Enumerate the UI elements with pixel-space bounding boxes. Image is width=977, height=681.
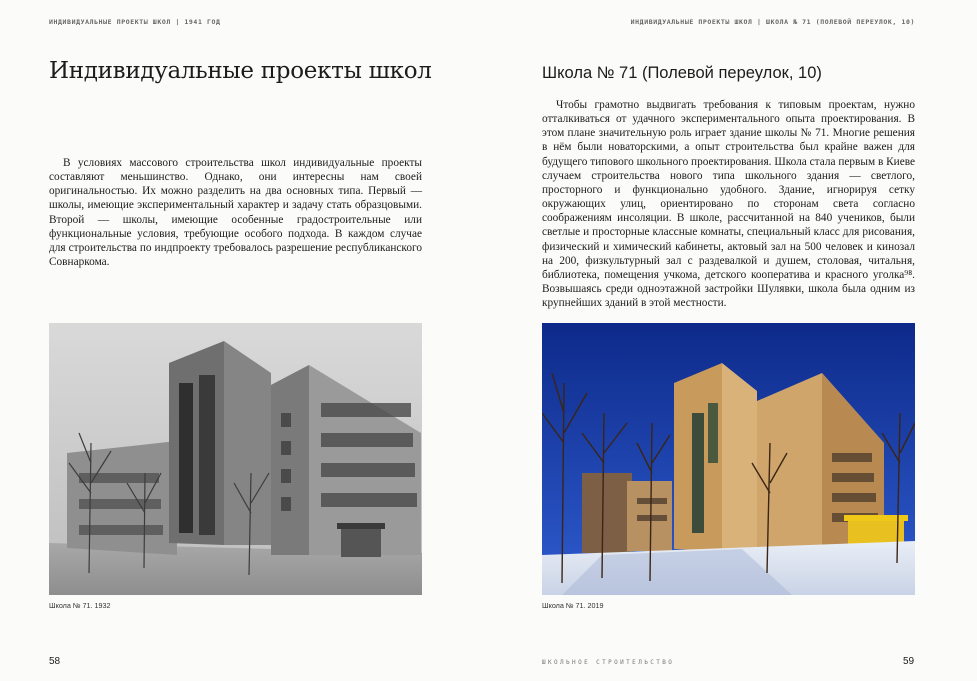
body-text-right: Чтобы грамотно выдвигать требования к типовым проектам, нужно отталкиваться от удачного экспериментального опыта проектирования. В этом плане значительную роль играет здание школы № 71. Многие решения в нём были новаторскими, а опыт строительства был крайне важен для будущего типового школьного проектирования. Школа стала первым в Киеве случаем строительства нового типа школьного здания — светлого, просторного и функционально удобного. Здание, игнорируя сетку окружающих улиц, ориентировано по сторонам света согласно соображениям инсоляции. В школе, рассчитанной на 840 учеников, были светлые и просторные классные комнаты, специальный класс для рисования, физический и химический кабинеты, актовый зал на 500 человек и кинозал на 200, физкультурный зал с раздевалкой и душем, столовая, читальня, библиотека, помещения учкома, детского кооператива и красного уголка⁹⁸. Возвышаясь среди одноэтажной застройки Шулявки, школа была одним из крупнейших зданий в этой местности. [542,99,915,310]
photo-1932 [49,323,422,595]
photo-2019 [542,323,915,595]
running-header-right: ИНДИВИДУАЛЬНЫЕ ПРОЕКТЫ ШКОЛ | ШКОЛА № 71 (ПОЛЕВОЙ ПЕРЕУЛОК, 10) [630,18,915,26]
page-title-right: Школа № 71 (Полевой переулок, 10) [542,64,822,82]
running-header-left: ИНДИВИДУАЛЬНЫЕ ПРОЕКТЫ ШКОЛ | 1941 ГОД [49,18,221,26]
photo-caption-right: Школа № 71. 2019 [542,601,604,610]
page-number-right: 59 [903,656,915,667]
page-number-left: 58 [49,656,61,667]
body-text-left: В условиях массового строительства школ индивидуальные проекты составляют меньшинство. Однако, они интересны нам своей оригинальностью. Их можно разделить на два основных типа. Первый — школы, имеющие экспериментальный характер и задачу стать образцовыми. Второй — школы, имеющие особенные градостроительные или функциональные условия, требующие особого подхода. В каждом случае для строительства по индпроекту требовалось разрешение республиканского Совнаркома. [49,157,422,269]
photo-caption-left: Школа № 71. 1932 [49,601,111,610]
footer-section-label: ШКОЛЬНОЕ СТРОИТЕЛЬСТВО [542,659,675,666]
page-title-left: Индивидуальные проекты школ [49,58,432,84]
